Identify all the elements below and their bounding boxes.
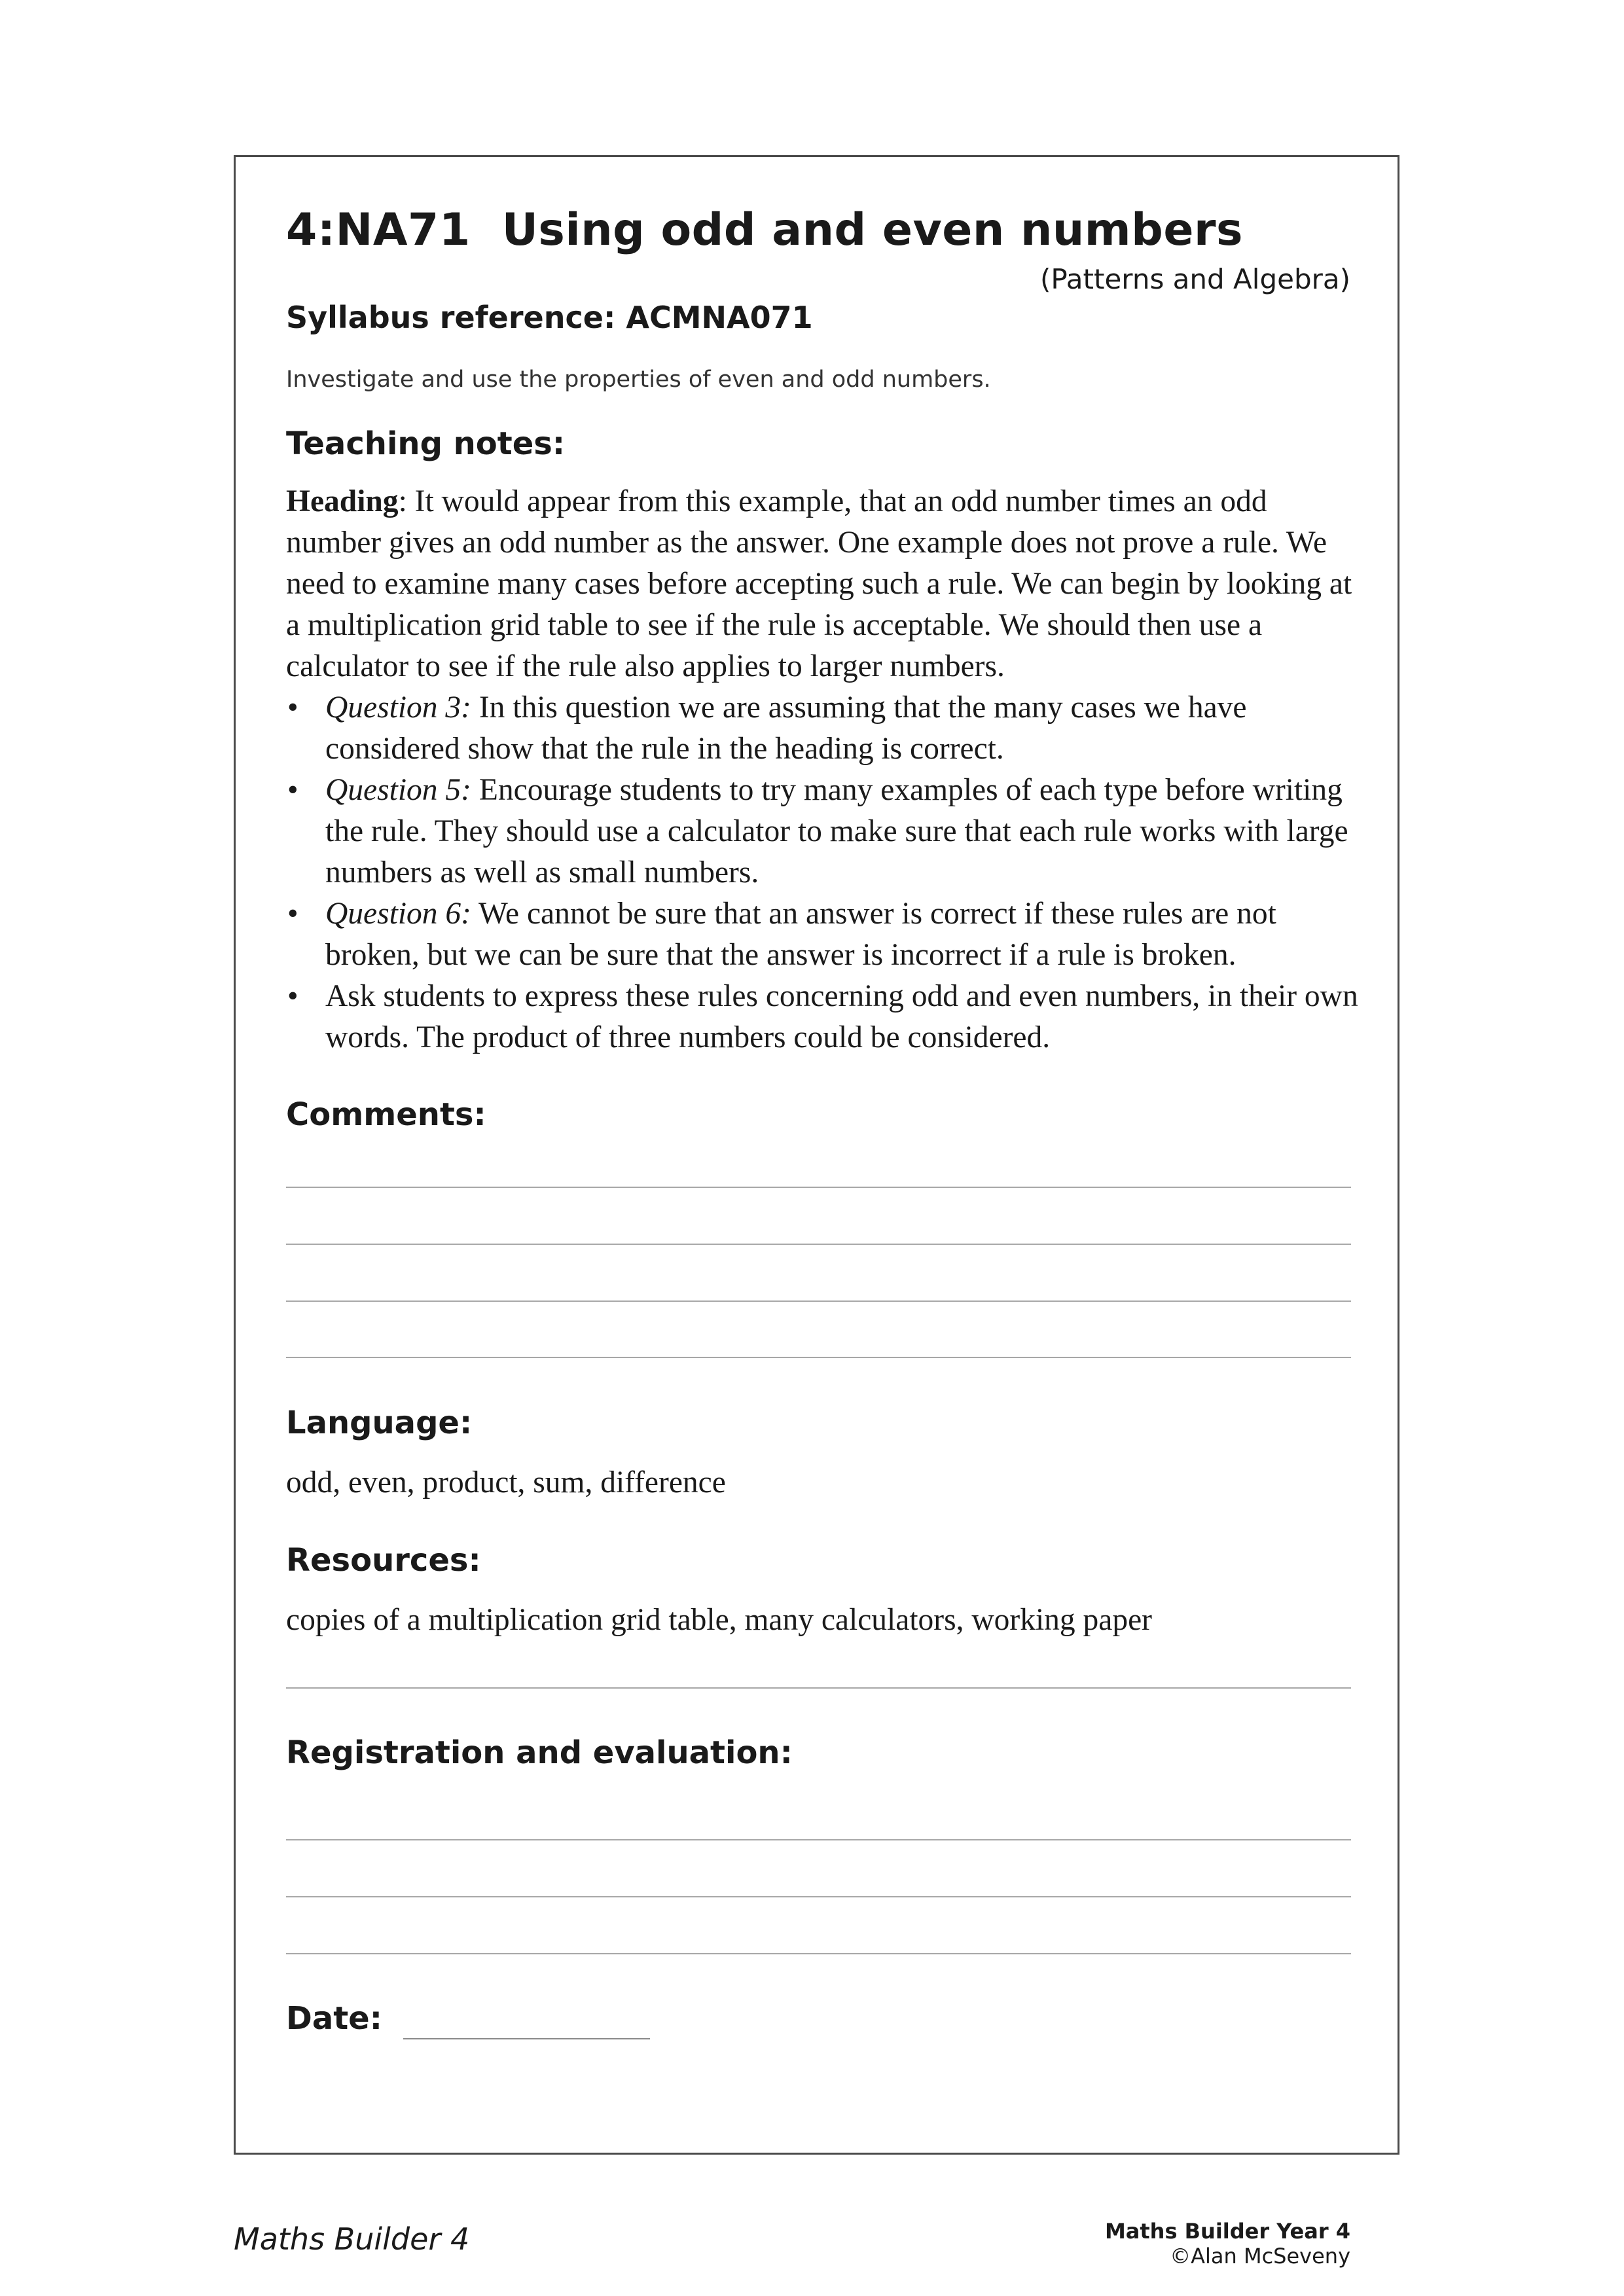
question-label: Question 3: xyxy=(325,691,471,725)
comments-heading: Comments: xyxy=(286,1096,486,1133)
list-item-text: Encourage students to try many examples of each type before writing the rule. They should use a calculator to make sure that each rule works with large numbers as well as small numbers. xyxy=(325,773,1348,889)
teaching-notes-list xyxy=(286,687,1360,1058)
footer-series-title: Maths Builder Year 4 xyxy=(1104,2219,1350,2244)
list-item xyxy=(286,976,1360,1058)
registration-writing-line[interactable] xyxy=(286,1839,1351,1840)
language-heading: Language: xyxy=(286,1405,473,1441)
resources-heading: Resources: xyxy=(286,1542,481,1579)
question-label: Question 6: xyxy=(325,897,471,931)
registration-heading: Registration and evaluation: xyxy=(286,1734,793,1771)
title-text: Using odd and even numbers xyxy=(501,204,1243,256)
comments-writing-line[interactable] xyxy=(286,1187,1351,1188)
resources-writing-line[interactable] xyxy=(286,1687,1351,1689)
list-item xyxy=(286,770,1360,893)
teaching-notes-heading: Teaching notes: xyxy=(286,425,566,462)
bullet-icon: • xyxy=(287,979,298,1013)
strand-label: (Patterns and Algebra) xyxy=(1039,263,1350,295)
comments-writing-line[interactable] xyxy=(286,1300,1351,1302)
bullet-icon: • xyxy=(287,773,298,807)
question-label: Question 5: xyxy=(325,773,471,807)
intro-text: : It would appear from this example, that an odd number times an odd number gives an odd number as the answer. One example does not prove a rule. We need to examine many cases before accepting such a rule. We can begin by looking at a multiplication grid table to see if the rule is acceptable. We should then use a calculator to see if the rule also applies to larger numbers. xyxy=(286,484,1352,683)
intro-label: Heading xyxy=(286,484,399,518)
comments-writing-line[interactable] xyxy=(286,1357,1351,1358)
footer-credits xyxy=(1105,2219,1350,2269)
registration-writing-line[interactable] xyxy=(286,1896,1351,1897)
list-item-text: In this question we are assuming that the many cases we have considered show that the rule in the heading is correct. xyxy=(325,691,1247,766)
date-label: Date: xyxy=(286,2000,382,2037)
teaching-notes-body xyxy=(286,481,1360,1058)
list-item xyxy=(286,893,1360,976)
outcome-description: Investigate and use the properties of even and odd numbers. xyxy=(286,367,991,393)
list-item-text: Ask students to express these rules concerning odd and even numbers, in their own words. The product of three numbers could be considered. xyxy=(325,979,1358,1054)
resources-text: copies of a multiplication grid table, many calculators, working paper xyxy=(286,1603,1152,1637)
comments-writing-line[interactable] xyxy=(286,1244,1351,1245)
footer-book-title: Maths Builder 4 xyxy=(234,2221,470,2257)
registration-writing-line[interactable] xyxy=(286,1953,1351,1954)
syllabus-reference: Syllabus reference: ACMNA071 xyxy=(286,300,813,335)
bullet-icon: • xyxy=(287,691,298,725)
footer-copyright: ©Alan McSeveny xyxy=(1170,2244,1350,2269)
teaching-notes-intro xyxy=(286,481,1360,687)
outcome-code: 4:NA71 xyxy=(286,204,471,256)
date-writing-line[interactable] xyxy=(403,2038,650,2039)
language-text: odd, even, product, sum, difference xyxy=(286,1465,726,1499)
list-item xyxy=(286,687,1360,770)
list-item-text: We cannot be sure that an answer is correct if these rules are not broken, but we can be sure that the answer is incorrect if a rule is broken. xyxy=(325,897,1276,972)
page-title xyxy=(286,204,1243,256)
bullet-icon: • xyxy=(287,897,298,931)
